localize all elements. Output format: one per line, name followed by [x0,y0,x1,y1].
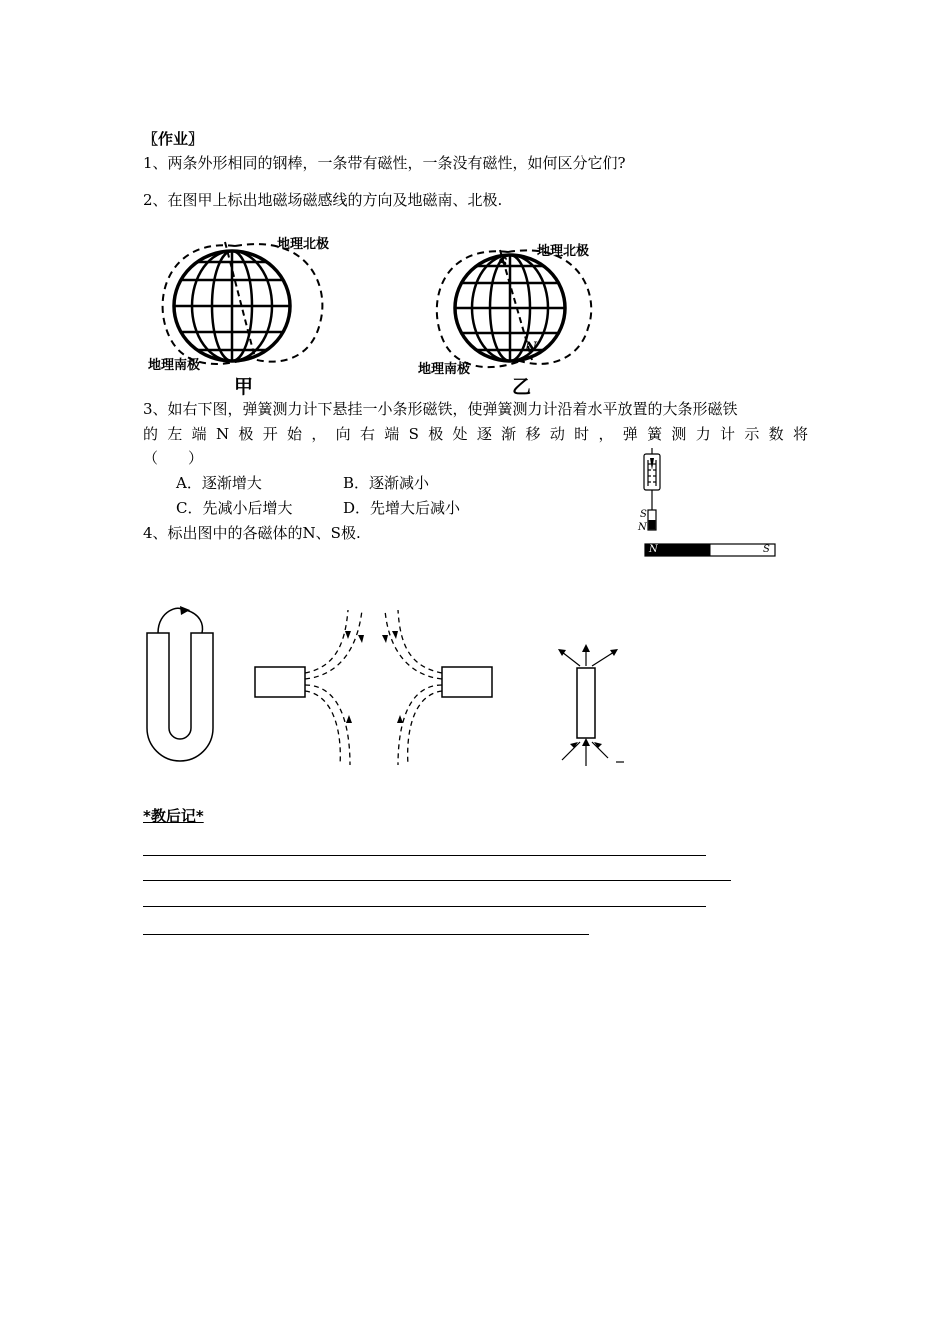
small-magnet-s: S [640,509,647,520]
jia-south-label: 地理南极 [148,358,201,373]
question-3-blank: （ ） [143,449,204,467]
writing-line-3 [143,906,706,907]
writing-line-1 [143,855,706,856]
yi-pole-s: S [498,256,508,271]
option-a: A．逐渐增大 [176,474,262,492]
small-magnet-n: N [638,522,647,533]
homework-title: 〖作业〗 [143,130,204,148]
jia-caption: 甲 [234,376,254,398]
question-2: 2、在图甲上标出地磁场磁感线的方向及地磁南、北极. [143,191,503,209]
writing-line-2 [143,880,731,881]
vertical-magnet-figure [550,638,630,773]
question-3-line2: 的左端N极开始，向右端S极处逐渐移动时，弹簧测力计示数将 [143,425,808,443]
spring-balance-figure [640,446,780,562]
question-3-line1: 3、如右下图，弹簧测力计下悬挂一小条形磁铁，使弹簧测力计沿着水平放置的大条形磁铁 [143,400,738,418]
question-4: 4、标出图中的各磁体的N、S极. [143,524,361,542]
u-magnet-figure [140,600,220,770]
bar-magnet-s: S [763,544,770,555]
yi-north-label: 地理北极 [537,244,590,259]
yi-south-label: 地理南极 [418,362,471,377]
postscript-title: *教后记* [143,807,204,825]
question-1: 1、两条外形相同的钢棒，一条带有磁性，一条没有磁性，如何区分它们? [143,154,626,172]
yi-pole-n: N [525,340,537,355]
writing-line-4 [143,934,589,935]
option-c: C．先减小后增大 [176,499,293,517]
jia-north-label: 地理北极 [277,237,330,252]
option-d: D．先增大后减小 [343,499,461,517]
two-magnets-figure [250,605,500,770]
bar-magnet-n: N [649,544,658,555]
option-b: B．逐渐减小 [343,474,430,492]
yi-caption: 乙 [512,376,532,398]
